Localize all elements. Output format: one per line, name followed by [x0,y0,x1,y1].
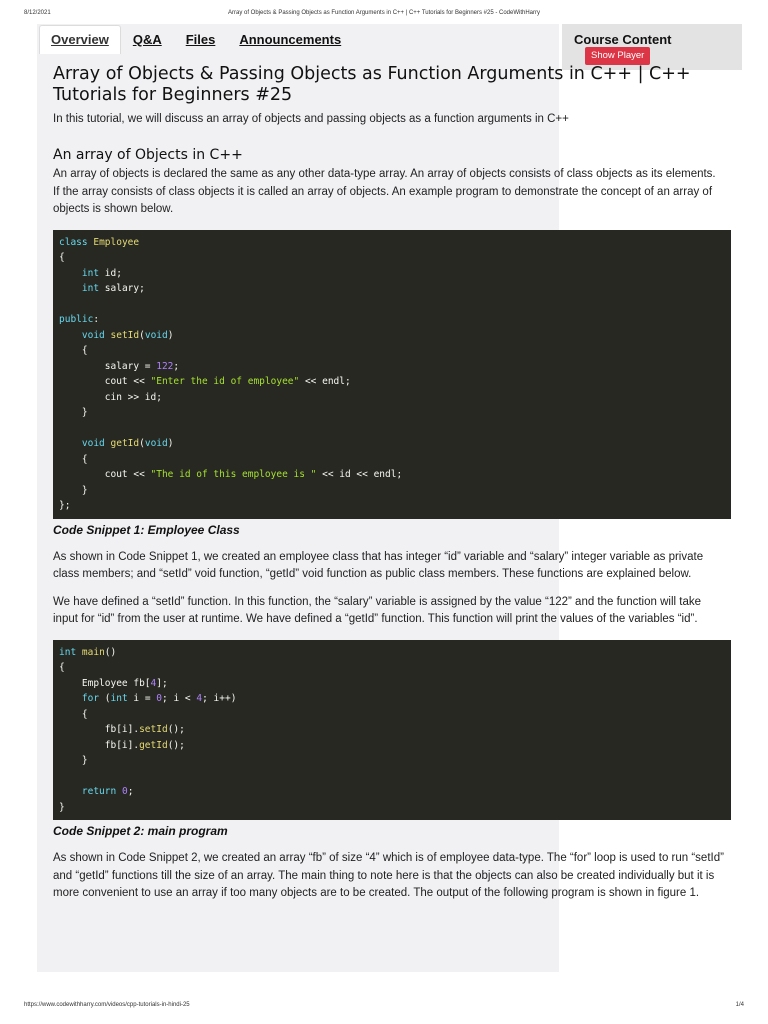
paragraph-2: As shown in Code Snippet 1, we created an employee class that has integer “id” variable and “salary” integer variable as private class members; and “setId” void function, “getId” void function as public class members. These functions are explained below. [53,550,704,580]
code-token: { [59,708,88,720]
code-line [59,312,725,328]
code-line [59,467,725,483]
code-token: { [59,345,88,356]
code-token: } [59,484,88,496]
code-token: ; i < [162,693,197,704]
code-token: "The id of this employee is " [150,469,317,480]
code-line [59,266,725,282]
code-token: ( [139,438,145,449]
code-token: { [59,453,88,465]
code-token: void [81,329,105,341]
code-line [59,769,725,785]
code-line [59,483,725,499]
print-document-title: Array of Objects & Passing Objects as Function Arguments in C++ | C++ Tutorials for Beginners #25 - CodeWithHarry [227,10,541,16]
code-token: void [144,438,168,449]
page-number: 1/4 [735,1002,744,1008]
page-title: Array of Objects & Passing Objects as Function Arguments in C++ | C++ Tutorials for Beginners #25 [53,64,691,105]
print-footer [24,1002,744,1012]
code-token: ; [173,360,180,372]
code-token: salary; [99,283,145,294]
code-line [59,784,725,800]
code-token: cin >> id; [59,391,162,403]
code-token [59,786,82,797]
code-token: fb[i]. [59,739,140,751]
print-header [24,10,744,22]
intro-paragraph: In this tutorial, we will discuss an array of objects and passing objects as a function arguments in C++ [53,113,569,125]
code-token: { [59,252,65,263]
code-line [59,498,725,514]
code-line [59,660,725,676]
code-token [59,438,82,449]
paragraph-4: As shown in Code Snippet 2, we created an array “fb” of size “4” which is of employee data-type. The “for” loop is used to run “setId” and “getId” functions till the size of an array. The main thing to note here is that the objects can also be created individually but it is more convenient to use an array if too many objects are to be created. The output of the following program is shown in figure 1. [53,852,724,899]
code-token: : [93,314,100,325]
code-token: fb[i]. [59,724,140,735]
show-player-button[interactable]: Show Player [585,47,650,65]
print-date: 8/12/2021 [24,10,51,16]
code-token: int [81,267,100,279]
code-line [59,281,725,297]
code-line [59,328,725,344]
code-token: (); [167,724,185,735]
paragraph-3: We have defined a “setId” function. In this function, the “salary” variable is assigned by the value “122” and the function will take input for “id” from the user at runtime. We have defined a “getId” function. This function will print the values of the variables “id”. [53,595,701,625]
code-token: i = [127,693,157,704]
code-token: ; i++) [202,693,237,704]
code-caption-1: Code Snippet 1: Employee Class [53,522,240,537]
code-line [59,374,725,390]
code-line [59,676,725,692]
code-line [59,753,725,769]
code-token: << endl; [299,376,351,387]
tab-bar [37,24,559,54]
code-token: public [59,314,94,325]
code-token: setId [139,724,168,735]
code-token: cout << [59,376,151,387]
code-token: Employee [93,236,140,248]
tab-overview[interactable]: Overview [39,25,121,54]
code-line [59,405,725,421]
code-line [59,691,725,707]
code-token: 0 [156,693,163,704]
code-token: ) [167,438,174,449]
code-token: salary = [59,360,157,372]
code-token [59,693,82,704]
code-token: 4 [196,693,203,704]
article [53,64,733,903]
code-token: 0 [121,786,128,797]
code-token [59,330,82,341]
code-token: void [81,438,105,449]
code-token: ( [139,329,145,341]
code-token: return [81,786,117,797]
code-token: getId [110,438,140,449]
code-token: int [110,693,128,704]
code-token: int [59,646,77,658]
code-line [59,436,725,452]
tab-announcements[interactable]: Announcements [239,32,342,47]
code-token: "Enter the id of employee" [150,376,300,387]
code-token: << id << endl; [316,469,403,480]
code-line [59,707,725,723]
code-token [59,268,82,279]
code-token: main [81,646,105,658]
code-token: for [81,693,100,704]
section-heading: An array of Objects in C++ [53,147,243,163]
code-line [59,452,725,468]
code-line [59,722,725,738]
tab-qa[interactable]: Q&A [132,32,162,47]
code-snippet-employee-class[interactable] [53,230,731,519]
code-token: () [104,646,117,658]
code-token: int [81,283,100,294]
code-line [59,235,725,251]
code-token: } [59,407,88,418]
code-token: ; [127,786,134,797]
code-line [59,359,725,375]
code-token: (); [167,739,185,751]
code-token: 4 [150,677,157,689]
code-caption-2: Code Snippet 2: main program [53,824,228,838]
tab-files[interactable]: Files [185,32,216,47]
course-content-title: Course Content [574,32,672,47]
code-token: setId [110,329,140,341]
page-url: https://www.codewithharry.com/videos/cpp-tutorials-in-hindi-25 [24,1002,190,1008]
code-token: void [144,329,168,341]
code-line [59,421,725,437]
code-token: class [59,236,88,248]
code-snippet-main-program[interactable] [53,640,731,821]
code-token: } [59,801,65,813]
code-line [59,645,725,661]
code-token: ]; [156,677,168,689]
code-token: ) [167,329,174,341]
code-line [59,800,725,816]
code-token: }; [59,500,71,511]
code-line [59,297,725,313]
section-paragraph: An array of objects is declared the same as any other data-type array. An array of objects consists of class objects as its elements. If the array consists of class objects it is called an array of objects. An example program to demonstrate the concept of an array of objects is shown below. [53,168,716,215]
code-token: cout << [59,469,151,480]
code-token: Employee fb[ [59,677,151,689]
code-line [59,250,725,266]
code-token: 122 [156,360,174,372]
code-token: { [59,662,65,673]
code-token: ( [99,693,111,704]
code-token: getId [139,739,168,751]
code-line [59,390,725,406]
code-token: } [59,755,88,766]
code-line [59,738,725,754]
code-token [59,283,82,294]
code-line [59,343,725,359]
code-token: id; [99,267,122,279]
